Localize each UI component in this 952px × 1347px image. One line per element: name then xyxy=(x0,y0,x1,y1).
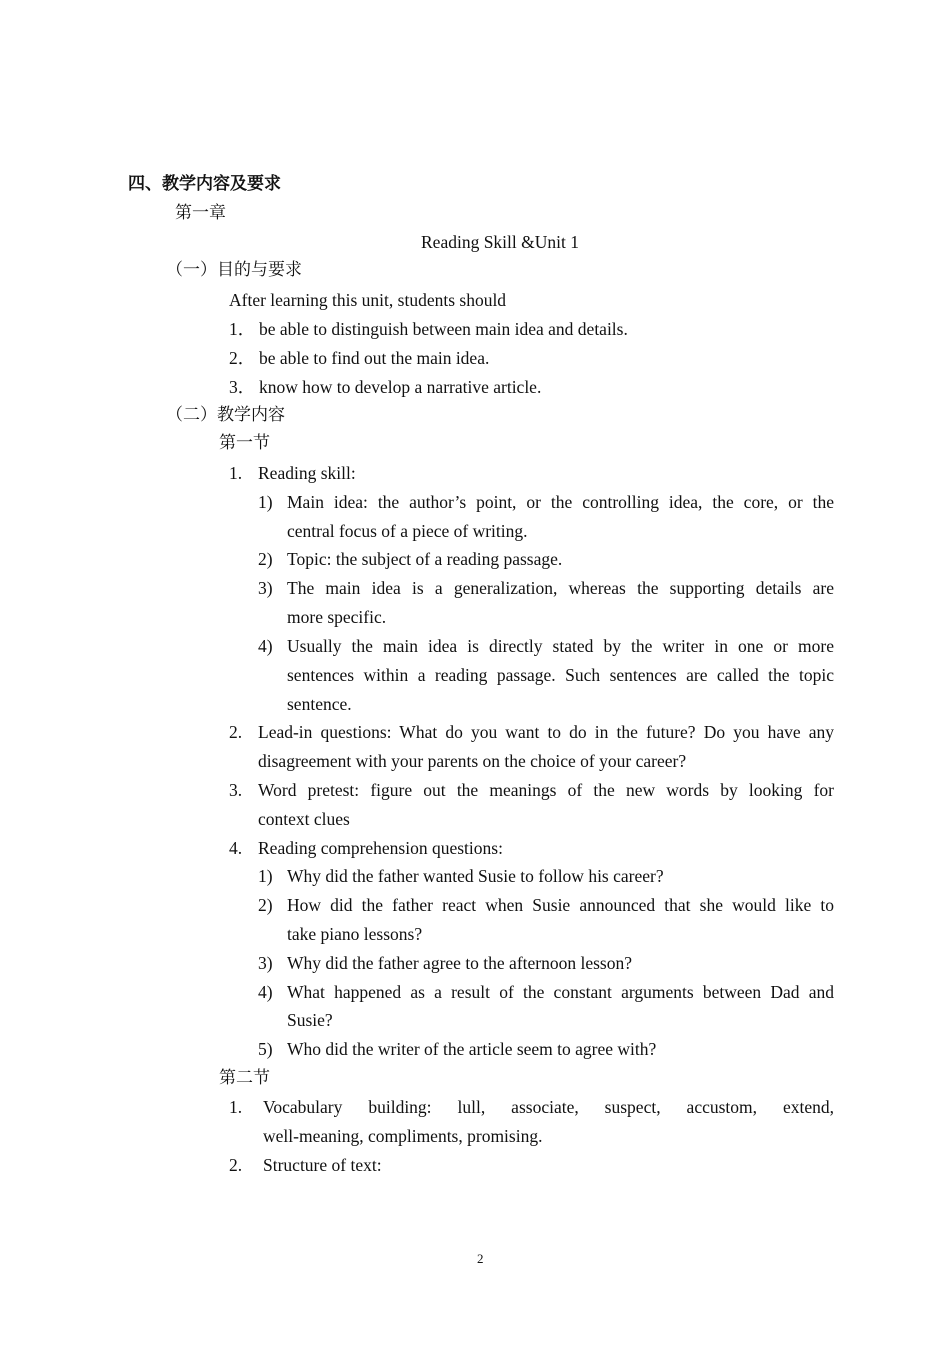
list-text: Word pretest: figure out the meanings of the new words by looking for xyxy=(258,780,834,800)
page-number: 2 xyxy=(477,1251,484,1266)
sublist-number: 3) xyxy=(258,578,273,598)
sublist-number: 4) xyxy=(258,982,273,1002)
sublist-text: Why did the father agree to the afternoon lesson? xyxy=(287,953,633,973)
sublist-text: The main idea is a generalization, whereas the supporting details are xyxy=(287,578,834,598)
sublist-text: sentence. xyxy=(287,694,352,714)
sublist-text: Usually the main idea is directly stated by the writer in one or more xyxy=(287,636,834,656)
objective-number: 2． xyxy=(229,348,256,368)
list-number: 1. xyxy=(229,463,243,483)
sublist-text: sentences within a reading passage. Such sentences are called the topic xyxy=(287,665,834,685)
sublist-number: 2) xyxy=(258,549,273,569)
sublist-text: take piano lessons? xyxy=(287,924,423,944)
list-text: Structure of text: xyxy=(263,1155,382,1175)
list-number: 2. xyxy=(229,1155,243,1175)
sublist-number: 1) xyxy=(258,492,273,512)
list-number: 2. xyxy=(229,722,243,742)
sublist-number: 4) xyxy=(258,636,273,656)
sublist-number: 2) xyxy=(258,895,273,915)
objective-text: be able to find out the main idea. xyxy=(259,348,490,368)
part2-title: 第二节 xyxy=(219,1068,270,1088)
sublist-text: How did the father react when Susie announced that she would like to xyxy=(287,895,834,915)
list-text: well-meaning, compliments, promising. xyxy=(263,1126,543,1146)
list-number: 4. xyxy=(229,838,243,858)
sublist-number: 5) xyxy=(258,1039,273,1059)
sublist-text: Susie? xyxy=(287,1010,333,1030)
part1-title: 第一节 xyxy=(219,433,270,453)
objective-number: 1． xyxy=(229,319,256,339)
list-text: context clues xyxy=(258,809,350,829)
list-text: Lead-in questions: What do you want to do in the future? Do you have any xyxy=(258,722,834,742)
content-title: （二）教学内容 xyxy=(166,405,285,425)
list-text: Reading skill: xyxy=(258,463,356,483)
objectives-title: （一）目的与要求 xyxy=(166,260,302,280)
objective-text: know how to develop a narrative article. xyxy=(259,377,542,397)
sublist-text: Who did the writer of the article seem to agree with? xyxy=(287,1039,657,1059)
list-number: 1. xyxy=(229,1097,243,1117)
sublist-text: central focus of a piece of writing. xyxy=(287,521,528,541)
sublist-text: What happened as a result of the constant arguments between Dad and xyxy=(287,982,834,1002)
objective-text: be able to distinguish between main idea and details. xyxy=(259,319,628,339)
sublist-text: Why did the father wanted Susie to follow his career? xyxy=(287,866,664,886)
chapter-label: 第一章 xyxy=(175,203,226,223)
sublist-text: Topic: the subject of a reading passage. xyxy=(287,549,563,569)
list-text: Reading comprehension questions: xyxy=(258,838,503,858)
list-text: disagreement with your parents on the choice of your career? xyxy=(258,751,687,771)
list-text: Vocabulary building: lull, associate, suspect, accustom, extend, xyxy=(263,1097,834,1117)
section-heading: 四、教学内容及要求 xyxy=(128,174,281,194)
sublist-number: 1) xyxy=(258,866,273,886)
sublist-text: more specific. xyxy=(287,607,387,627)
sublist-number: 3) xyxy=(258,953,273,973)
unit-title: Reading Skill &Unit 1 xyxy=(421,232,579,252)
objectives-intro: After learning this unit, students should xyxy=(229,290,507,310)
list-number: 3. xyxy=(229,780,243,800)
sublist-text: Main idea: the author’s point, or the controlling idea, the core, or the xyxy=(287,492,834,512)
objective-number: 3． xyxy=(229,377,256,397)
